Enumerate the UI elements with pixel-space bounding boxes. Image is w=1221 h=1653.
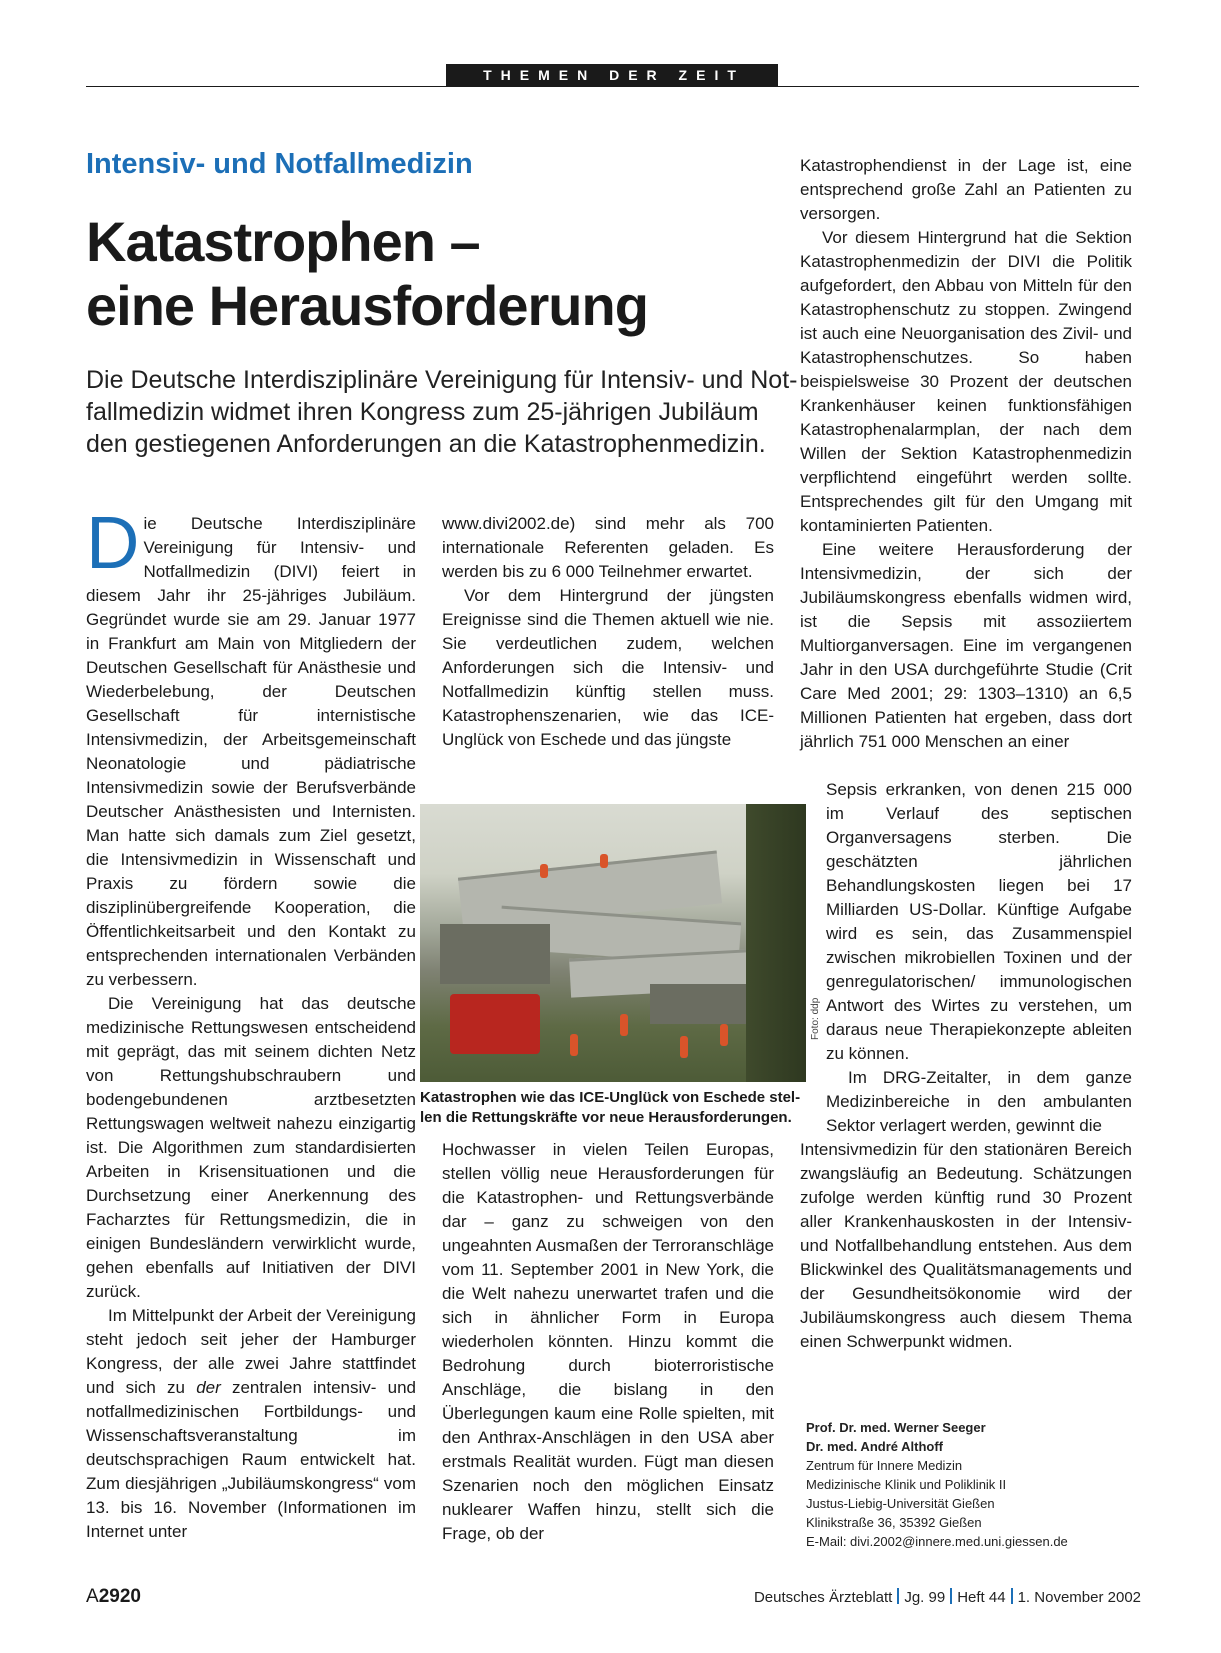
- emphasis: der: [196, 1378, 221, 1397]
- article-kicker: Intensiv- und Notfallmedizin: [86, 148, 473, 180]
- title-line: Katastrophen –: [86, 210, 480, 273]
- lead-line: den gestiegenen Anforderungen an die Katastrophenmedizin.: [86, 430, 766, 458]
- paragraph: [86, 501, 416, 992]
- paragraph: Die Vereinigung hat das deutsche medizinische Rettungswesen entscheidend mit geprägt, das mit seinem dichten Netz von Rettungshubschraubern und bodengebundenen arztbesetzten Rettungswagen weltweit nahezu einzigartig ist. Die Algorithmen zum standardisierten Arbeiten in Krisensituationen und die Durchsetzung einer Anerkennung des Facharztes für Rettungsmedizin, die in einigen Bundesländern verwirklicht wurde, gehen ebenfalls auf Initiativen der DIVI zurück.: [86, 994, 416, 1301]
- title-line: eine Herausforderung: [86, 274, 648, 337]
- author-affiliation: Justus-Liebig-Universität Gießen: [806, 1496, 995, 1511]
- page-number: [86, 1586, 141, 1608]
- column-3-bottom: [800, 1138, 1132, 1354]
- paragraph: Vor dem Hintergrund der jüngsten Ereignisse sind die Themen aktuell wie nie. Sie verdeutlichen zudem, welchen Anforderungen sich die Intensiv- und Notfallmedizin künftig stellen muss. Katastrophenszenarien, wie das ICE-Unglück von Eschede und das jüngste: [442, 586, 774, 749]
- author-email: E-Mail: divi.2002@innere.med.uni.giessen.de: [806, 1534, 1068, 1549]
- journal-date: 1. November 2002: [1017, 1589, 1141, 1606]
- paragraph: Intensivmedizin für den stationären Bereich zwangsläufig an Bedeutung. Schätzungen zufolge werden künftig rund 30 Prozent aller Krankenhauskosten in der Intensiv- und Notfallbehandlung entstehen. Aus dem Blickwinkel des Qualitätsmanagements und der Gesundheitsökonomie wird der Jubiläumskongress auch diesem Thema einen Schwerpunkt widmen.: [800, 1140, 1132, 1351]
- separator: [950, 1588, 952, 1604]
- author-block: [806, 1418, 1068, 1551]
- column-3-middle: [826, 778, 1132, 1138]
- paragraph-text: zentralen intensiv- und notfallmedizinischen Fortbildungs- und Wissenschaftsveranstaltung im deutschsprachigen Raum entwickelt hat. Zum diesjährigen „Jubiläumskongress“ vom 13. bis 16. November (Informationen im Internet unter: [86, 1378, 416, 1541]
- dropcap: D: [86, 501, 140, 584]
- author-name: Prof. Dr. med. Werner Seeger: [806, 1420, 986, 1435]
- author-affiliation: Medizinische Klinik und Poliklinik II: [806, 1477, 1007, 1492]
- author-name: Dr. med. André Althoff: [806, 1439, 943, 1454]
- column-3-top: [800, 154, 1132, 754]
- paragraph: Eine weitere Herausforderung der Intensivmedizin, der sich der Jubiläumskongress ebenfalls widmen wird, ist die Sepsis mit assoziiertem Multiorganversagen. Eine im vergangenen Jahr in den USA durchgeführte Studie (Crit Care Med 2001; 29: 1303–1310) an 6,5 Millionen Patienten hat ergeben, dass dort jährlich 751 000 Menschen an einer: [800, 540, 1132, 751]
- separator: [1011, 1588, 1013, 1604]
- article-title: [86, 210, 648, 338]
- paragraph: Sepsis erkranken, von denen 215 000 im Verlauf des septischen Organversagens sterben. Die geschätzten jährlichen Behandlungskosten liegen bei 17 Milliarden US-Dollar. Künftige Aufgabe wird es sein, das Zusammenspiel zwischen mikrobiellen Toxinen und der genregulatorischen/ immunologischen Antwort des Wirtes zu verstehen, um daraus neue Therapiekonzepte ableiten zu können.: [826, 780, 1132, 1063]
- photo-credit: Foto: ddp: [810, 997, 821, 1040]
- journal-info: [754, 1588, 1141, 1606]
- paragraph: Hochwasser in vielen Teilen Europas, stellen völlig neue Herausforderungen für die Katastrophen- und Rettungsverbände dar – ganz zu schweigen von den ungeahnten Ausmaßen der Terroranschläge vom 11. September 2001 in New York, die die Welt nahezu unerwartet trafen und die sich in ähnlicher Form in Europa wiederholen könnten. Hinzu kommt die Bedrohung durch bioterroristische Anschläge, die bislang in den Überlegungen kaum eine Rolle spielten, mit den Anthrax-Anschlägen in den USA aber erstmals Realität wurden. Fügt man diesen Szenarien noch den möglichen Einsatz nuklearer Waffen hinzu, stellt sich die Frage, ob der: [442, 1140, 774, 1543]
- journal-volume: Jg. 99: [904, 1589, 946, 1606]
- lead-line: fallmedizin widmet ihren Kongress zum 25-jährigen Jubiläum: [86, 398, 759, 426]
- paragraph-text: ie Deutsche Interdisziplinäre Vereinigung für Intensiv- und Notfallmedizin (DIVI) feiert in diesem Jahr ihr 25-jähriges Jubiläum. Gegründet wurde sie am 29. Januar 1977 in Frankfurt am Main von Mitgliedern der Deutschen Gesellschaft für Anästhesie und Wiederbelebung, der Deutschen Gesellschaft für internistische Intensivmedizin, der Arbeitsgemeinschaft Neonatologie und pädiatrische Intensivmedizin sowie der Berufsverbände Deutscher Anästhesisten und Internisten. Man hatte sich damals zum Ziel gesetzt, die Intensivmedizin in Wissenschaft und Praxis zu fördern sowie die disziplinübergreifende Kooperation, die Öffentlichkeitsarbeit und den Kontakt zu entsprechenden internationalen Verbänden zu verbessern.: [86, 514, 416, 989]
- paragraph: www.divi2002.de) sind mehr als 700 internationale Referenten geladen. Es werden bis zu 6 000 Teilnehmer erwartet.: [442, 514, 774, 581]
- accident-photo: [420, 804, 806, 1082]
- journal-name: Deutsches Ärzteblatt: [753, 1589, 893, 1606]
- separator: [897, 1588, 899, 1604]
- column-2-bottom: [442, 1138, 774, 1546]
- photo-caption: [420, 1088, 810, 1128]
- page-number-value: 2920: [98, 1586, 141, 1607]
- section-header: THEMEN DER ZEIT: [446, 64, 778, 86]
- lead-line: Die Deutsche Interdisziplinäre Vereinigung für Intensiv- und Not-: [86, 366, 798, 394]
- author-affiliation: Zentrum für Innere Medizin: [806, 1458, 963, 1473]
- column-1: [86, 501, 416, 1544]
- paragraph-text: Im Mittelpunkt der Arbeit der Vereinigung steht jedoch seit jeher der Hamburger Kongress, der alle zwei Jahre stattfindet und sich zu: [86, 1306, 416, 1397]
- column-2-top: [442, 512, 774, 752]
- article-lead: [86, 364, 798, 460]
- page-prefix: A: [86, 1586, 99, 1607]
- paragraph: Katastrophendienst in der Lage ist, eine entsprechend große Zahl an Patienten zu versorgen.: [800, 156, 1132, 223]
- header-rule: [86, 86, 1139, 87]
- caption-line: len die Rettungskräfte vor neue Herausforderungen.: [420, 1109, 792, 1126]
- paragraph: [86, 1304, 416, 1544]
- author-address: Klinikstraße 36, 35392 Gießen: [806, 1515, 982, 1530]
- paragraph: Im DRG-Zeitalter, in dem ganze Medizinbereiche in den ambulanten Sektor verlagert werden, gewinnt die: [826, 1068, 1132, 1135]
- caption-line: Katastrophen wie das ICE-Unglück von Eschede stel-: [420, 1089, 801, 1106]
- paragraph: Vor diesem Hintergrund hat die Sektion Katastrophenmedizin der DIVI die Politik aufgefordert, den Abbau von Mitteln für den Katastrophenschutz zu stoppen. Zwingend ist auch eine Neuorganisation des Zivil- und Katastrophenschutzes. So haben beispielsweise 30 Prozent der deutschen Krankenhäuser keinen funktionsfähigen Katastrophenalarmplan, der nach dem Willen der Sektion Katastrophenmedizin verpflichtend eingeführt werden sollte. Entsprechendes gilt für den Umgang mit kontaminierten Patienten.: [800, 228, 1132, 535]
- journal-issue: Heft 44: [957, 1589, 1006, 1606]
